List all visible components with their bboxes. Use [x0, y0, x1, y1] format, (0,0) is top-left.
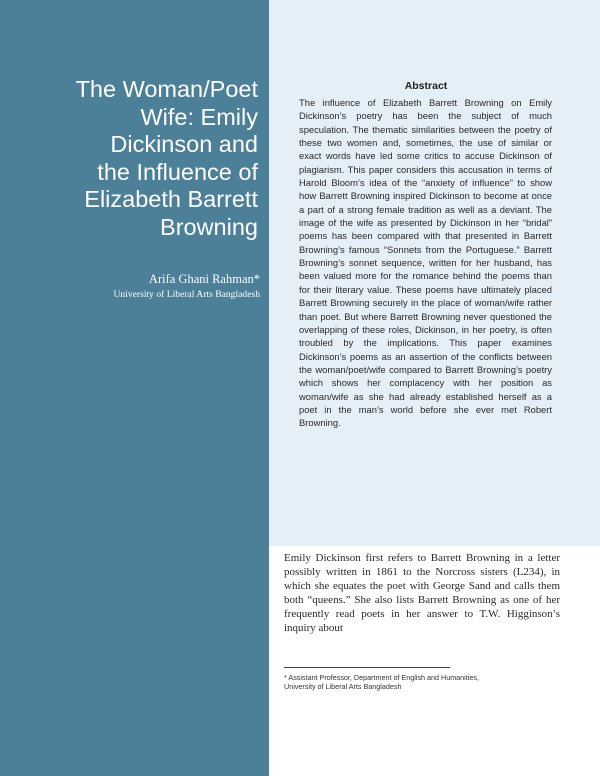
article-title [18, 76, 258, 242]
footnote-line: University of Liberal Arts Bangladesh [284, 682, 402, 692]
abstract-text: The influence of Elizabeth Barrett Browning on Emily Dickinson’s poetry has been the subject of much speculation. The thematic similarities between the poetry of these two women and, sometimes, the use of similar or exact words have led some critics to accuse Dickinson of plagiarism. This paper considers this accusation in terms of Harold Bloom’s idea of the “anxiety of influence” to show how Barrett Browning inspired Dickinson to become at once a part of a strong female tradition as well as a deviant. The image of the wife as presented by Dickinson in her “bridal” poems has been compared with that presented in Barrett Browning’s famous “Sonnets from the Portuguese.” Barrett Browning’s sonnet sequence, written for her husband, has been valued more for the romance behind the poems than for their literary value. These poems have ultimately placed Barrett Browning securely in the place of woman/wife rather than poet. But where Barrett Browning never questioned the overlapping of these roles, Dickinson, in her poetry, is often troubled by the implications. This paper examines Dickinson’s poems as an assertion of the conflicts between the woman/poet/wife compared to Barrett Browning’s poetry which shows her complacency with her position as woman/wife as she had already established herself as a poet in the man’s world before she ever met Robert Browning. [299, 97, 552, 429]
title-line: The Woman/Poet [75, 76, 258, 102]
author-name: Arifa Ghani Rahman* [148, 272, 260, 286]
body-paragraph: Emily Dickinson first refers to Barrett Browning in a letter possibly written in 1861 to the Norcross sisters (L234), in which she equates the poet with George Sand and calls them both “queens.” She also lists Barrett Browning as one of her frequently read poets in her answer to T.W. Higginson’s inquiry about [284, 552, 560, 634]
title-line: Browning [160, 213, 258, 240]
title-sidebar [0, 0, 269, 776]
footnote-line: * Assistant Professor, Department of English and Humanities, [284, 673, 479, 682]
title-line: Dickinson and [110, 131, 258, 158]
author-affiliation: University of Liberal Arts Bangladesh [113, 289, 260, 300]
abstract-box [269, 0, 600, 546]
title-line: Wife: Emily [140, 103, 258, 130]
title-line: Elizabeth Barrett [84, 186, 258, 213]
content-column [269, 0, 600, 776]
abstract-heading: Abstract [404, 80, 448, 92]
title-line: the Influence of [97, 158, 258, 185]
footnote-divider [284, 667, 450, 668]
author-block [10, 272, 260, 301]
footnote [284, 673, 564, 691]
